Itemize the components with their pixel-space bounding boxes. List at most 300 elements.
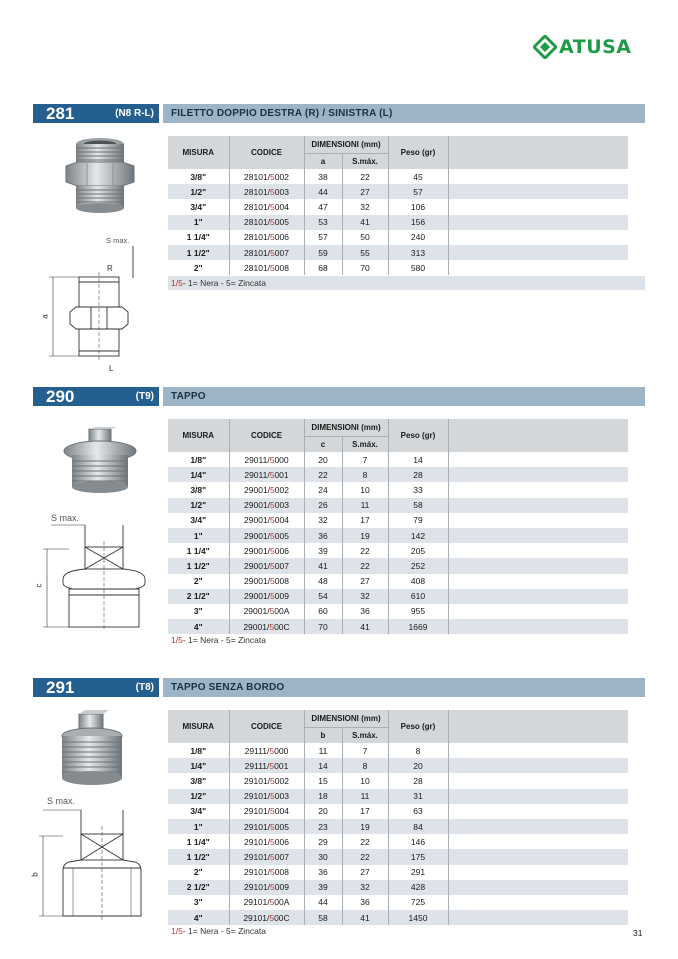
cell-dim1: 30	[304, 849, 342, 864]
codice-end: 002	[274, 484, 289, 495]
section-header	[33, 678, 645, 697]
cell-misura: 1 1/2"	[168, 245, 229, 260]
cell-codice	[229, 260, 304, 275]
cell-spacer	[448, 169, 628, 184]
finish-note	[168, 924, 266, 938]
header-dimensioni: DIMENSIONI (mm)	[304, 710, 388, 727]
cell-dim2: 70	[342, 260, 388, 275]
header-dim-smax: S.máx.	[342, 727, 388, 743]
codice-end: 004	[274, 515, 289, 526]
cell-dim2: 17	[342, 513, 388, 528]
cell-spacer	[448, 895, 628, 910]
cell-codice	[229, 574, 304, 589]
cell-misura: 1 1/4"	[168, 230, 229, 245]
cell-dim2: 7	[342, 743, 388, 758]
table-row	[168, 789, 628, 804]
cell-codice	[229, 452, 304, 467]
hex-nipple-technical-drawing	[41, 232, 151, 382]
cell-codice	[229, 849, 304, 864]
cell-dim2: 41	[342, 910, 388, 925]
cell-spacer	[448, 574, 628, 589]
cell-misura: 1"	[168, 819, 229, 834]
cell-dim1: 60	[304, 604, 342, 619]
section-291	[30, 677, 645, 936]
cell-peso: 28	[388, 467, 448, 482]
codice-variant: 5	[270, 484, 275, 495]
cell-misura: 4"	[168, 910, 229, 925]
cell-misura: 2"	[168, 260, 229, 275]
cell-dim2: 19	[342, 819, 388, 834]
codice-base: 29001/	[244, 545, 271, 556]
cell-peso: 1450	[388, 910, 448, 925]
table-row	[168, 482, 628, 497]
table-row	[168, 619, 628, 634]
cell-dim1: 54	[304, 589, 342, 604]
cell-peso: 408	[388, 574, 448, 589]
table-row	[168, 498, 628, 513]
cell-spacer	[448, 513, 628, 528]
cell-codice	[229, 482, 304, 497]
codice-variant: 5	[270, 775, 275, 786]
cell-codice	[229, 215, 304, 230]
cell-dim1: 68	[304, 260, 342, 275]
codice-end: 002	[274, 171, 289, 182]
cell-spacer	[448, 849, 628, 864]
table-row	[168, 215, 628, 230]
section-281	[33, 103, 645, 373]
codice-variant: 5	[270, 171, 275, 182]
codice-variant: 5	[270, 591, 275, 602]
drawing-label-smax: S max.	[47, 796, 76, 806]
cell-peso: 45	[388, 169, 448, 184]
codice-variant: 5	[270, 247, 275, 258]
codice-end: 005	[274, 217, 289, 228]
table-row	[168, 184, 628, 199]
cell-peso: 63	[388, 804, 448, 819]
codice-end: 00C	[274, 912, 290, 923]
cell-codice	[229, 528, 304, 543]
product-standard: (T9)	[135, 391, 154, 402]
table-row	[168, 743, 628, 758]
cell-peso: 8	[388, 743, 448, 758]
table-row	[168, 758, 628, 773]
codice-end: 008	[274, 867, 289, 878]
cell-codice	[229, 184, 304, 199]
codice-variant: 5	[269, 912, 275, 923]
table-row	[168, 834, 628, 849]
codice-base: 29101/	[244, 851, 271, 862]
table-row	[168, 604, 628, 619]
codice-end: 005	[274, 530, 289, 541]
codice-variant: 5	[270, 515, 275, 526]
cell-codice	[229, 589, 304, 604]
cell-spacer	[448, 910, 628, 925]
cell-peso: 725	[388, 895, 448, 910]
cell-spacer	[448, 589, 628, 604]
cell-dim2: 17	[342, 804, 388, 819]
cell-spacer	[448, 804, 628, 819]
header-spacer	[448, 710, 628, 743]
cell-dim1: 44	[304, 184, 342, 199]
codice-variant: 5	[270, 791, 275, 802]
cell-dim2: 27	[342, 865, 388, 880]
spec-table-291	[168, 710, 628, 925]
plug-photo-icon	[61, 427, 139, 497]
cell-peso: 20	[388, 758, 448, 773]
codice-base: 29111/	[244, 745, 270, 756]
plug-no-collar-photo-icon	[57, 710, 127, 788]
cell-spacer	[448, 604, 628, 619]
cell-spacer	[448, 199, 628, 214]
codice-end: 00C	[274, 621, 290, 632]
cell-misura: 2"	[168, 574, 229, 589]
cell-dim2: 8	[342, 467, 388, 482]
codice-variant: 5	[270, 576, 275, 587]
codice-end: 006	[274, 836, 289, 847]
cell-codice	[229, 245, 304, 260]
cell-peso: 146	[388, 834, 448, 849]
cell-codice	[229, 865, 304, 880]
cell-misura: 4"	[168, 619, 229, 634]
codice-variant: 5	[270, 217, 275, 228]
cell-misura: 1 1/4"	[168, 834, 229, 849]
codice-end: 008	[274, 576, 289, 587]
cell-peso: 291	[388, 865, 448, 880]
header-spacer	[448, 419, 628, 452]
cell-misura: 3/8"	[168, 773, 229, 788]
cell-dim2: 22	[342, 834, 388, 849]
cell-peso: 33	[388, 482, 448, 497]
finish-note	[168, 633, 266, 647]
cell-dim1: 57	[304, 230, 342, 245]
cell-dim1: 24	[304, 482, 342, 497]
cell-codice	[229, 758, 304, 773]
codice-end: 008	[274, 262, 289, 273]
header-dim-b: b	[304, 727, 342, 743]
cell-dim1: 20	[304, 452, 342, 467]
header-peso: Peso (gr)	[388, 419, 448, 452]
cell-peso: 580	[388, 260, 448, 275]
cell-dim1: 48	[304, 574, 342, 589]
product-title: FILETTO DOPPIO DESTRA (R) / SINISTRA (L)	[171, 108, 393, 119]
codice-variant: 5	[270, 201, 275, 212]
cell-peso: 142	[388, 528, 448, 543]
cell-codice	[229, 230, 304, 245]
codice-variant: 5	[269, 469, 275, 480]
cell-peso: 955	[388, 604, 448, 619]
cell-codice	[229, 910, 304, 925]
product-title-bar	[163, 104, 645, 123]
codice-base: 29001/	[243, 606, 270, 617]
codice-end: 003	[274, 791, 289, 802]
header-codice: CODICE	[229, 136, 304, 169]
codice-base: 29001/	[243, 621, 270, 632]
cell-spacer	[448, 880, 628, 895]
cell-misura: 1/4"	[168, 467, 229, 482]
cell-peso: 31	[388, 789, 448, 804]
codice-variant: 5	[270, 882, 275, 893]
codice-end: 001	[274, 760, 289, 771]
codice-end: 000	[274, 745, 289, 756]
codice-end: 004	[274, 201, 289, 212]
cell-dim2: 36	[342, 895, 388, 910]
codice-base: 29101/	[244, 806, 271, 817]
table-row	[168, 199, 628, 214]
cell-spacer	[448, 619, 628, 634]
cell-spacer	[448, 865, 628, 880]
product-code-box	[33, 387, 159, 406]
table-row	[168, 910, 628, 925]
table-row	[168, 260, 628, 275]
cell-dim1: 58	[304, 910, 342, 925]
section-header	[33, 104, 645, 123]
cell-dim1: 26	[304, 498, 342, 513]
cell-dim1: 11	[304, 743, 342, 758]
codice-base: 28101/	[244, 171, 271, 182]
table-row	[168, 849, 628, 864]
codice-base: 29101/	[244, 867, 271, 878]
codice-variant: 5	[270, 821, 275, 832]
header-dim-smax: S.máx.	[342, 153, 388, 169]
cell-misura: 3/4"	[168, 513, 229, 528]
cell-dim1: 32	[304, 513, 342, 528]
codice-variant: 5	[270, 530, 275, 541]
cell-misura: 1/2"	[168, 498, 229, 513]
codice-base: 29011/	[244, 469, 270, 480]
hex-nipple-photo-icon	[63, 136, 137, 214]
cell-dim1: 22	[304, 467, 342, 482]
cell-peso: 106	[388, 199, 448, 214]
table-row	[168, 169, 628, 184]
codice-base: 29001/	[244, 591, 271, 602]
section-290	[33, 386, 645, 645]
cell-spacer	[448, 558, 628, 573]
cell-dim2: 22	[342, 849, 388, 864]
cell-spacer	[448, 789, 628, 804]
drawing-label-smax: S max.	[51, 513, 80, 523]
cell-spacer	[448, 528, 628, 543]
product-code-box	[33, 104, 159, 123]
drawing-label-r: R	[107, 264, 113, 273]
codice-end: 00A	[274, 897, 290, 908]
drawing-label-l: L	[109, 364, 114, 373]
cell-spacer	[448, 230, 628, 245]
cell-misura: 2 1/2"	[168, 880, 229, 895]
cell-dim2: 32	[342, 880, 388, 895]
cell-dim2: 41	[342, 619, 388, 634]
codice-base: 28101/	[244, 262, 271, 273]
spec-table-290	[168, 419, 628, 634]
cell-peso: 428	[388, 880, 448, 895]
cell-spacer	[448, 452, 628, 467]
cell-dim1: 15	[304, 773, 342, 788]
table-row	[168, 467, 628, 482]
cell-misura: 3"	[168, 604, 229, 619]
codice-variant: 5	[270, 262, 275, 273]
cell-dim2: 32	[342, 589, 388, 604]
cell-dim1: 41	[304, 558, 342, 573]
product-standard: (T8)	[135, 682, 154, 693]
header-spacer	[448, 136, 628, 169]
codice-base: 29001/	[244, 515, 271, 526]
spec-table-281	[168, 136, 628, 275]
cell-misura: 1/2"	[168, 789, 229, 804]
codice-variant: 5	[270, 560, 275, 571]
cell-peso: 14	[388, 452, 448, 467]
cell-spacer	[448, 834, 628, 849]
codice-variant: 5	[270, 500, 275, 511]
cell-spacer	[448, 215, 628, 230]
header-peso: Peso (gr)	[388, 710, 448, 743]
cell-spacer	[448, 245, 628, 260]
codice-variant: 5	[269, 745, 275, 756]
header-dimensioni: DIMENSIONI (mm)	[304, 136, 388, 153]
product-title: TAPPO	[171, 391, 206, 402]
note-code: 1/5	[171, 926, 183, 936]
codice-end: 005	[274, 821, 289, 832]
cell-peso: 240	[388, 230, 448, 245]
header-codice: CODICE	[229, 419, 304, 452]
cell-peso: 84	[388, 819, 448, 834]
codice-variant: 5	[270, 545, 275, 556]
cell-codice	[229, 743, 304, 758]
cell-misura: 1 1/2"	[168, 558, 229, 573]
cell-codice	[229, 498, 304, 513]
note-text: - 1= Nera - 5= Zincata	[182, 926, 266, 936]
cell-misura: 1/8"	[168, 743, 229, 758]
cell-codice	[229, 199, 304, 214]
cell-spacer	[448, 184, 628, 199]
plug-no-collar-technical-drawing	[30, 796, 147, 926]
cell-codice	[229, 880, 304, 895]
product-title-bar	[163, 678, 645, 697]
codice-end: 009	[274, 591, 289, 602]
cell-dim1: 20	[304, 804, 342, 819]
header-dim-a: a	[304, 153, 342, 169]
cell-peso: 57	[388, 184, 448, 199]
finish-note	[168, 276, 645, 290]
codice-base: 29101/	[244, 775, 271, 786]
header-dim-smax: S.máx.	[342, 436, 388, 452]
cell-peso: 58	[388, 498, 448, 513]
cell-codice	[229, 543, 304, 558]
page-number: 31	[633, 928, 643, 938]
cell-dim2: 11	[342, 789, 388, 804]
table-row	[168, 880, 628, 895]
cell-dim1: 47	[304, 199, 342, 214]
cell-peso: 252	[388, 558, 448, 573]
cell-dim2: 32	[342, 199, 388, 214]
codice-variant: 5	[270, 867, 275, 878]
cell-codice	[229, 604, 304, 619]
cell-dim1: 23	[304, 819, 342, 834]
note-code: 1/5	[171, 278, 183, 288]
cell-dim2: 10	[342, 482, 388, 497]
note-text: - 1= Nera - 5= Zincata	[182, 278, 266, 288]
codice-base: 29001/	[244, 530, 271, 541]
cell-peso: 175	[388, 849, 448, 864]
codice-variant: 5	[269, 760, 275, 771]
codice-base: 29101/	[243, 912, 270, 923]
cell-codice	[229, 819, 304, 834]
cell-dim1: 36	[304, 865, 342, 880]
drawing-label-b: b	[30, 872, 40, 877]
codice-end: 009	[274, 882, 289, 893]
drawing-label-c: c	[34, 583, 44, 588]
header-dimensioni: DIMENSIONI (mm)	[304, 419, 388, 436]
cell-dim2: 36	[342, 604, 388, 619]
header-misura: MISURA	[168, 710, 229, 743]
codice-end: 007	[274, 560, 289, 571]
cell-peso: 28	[388, 773, 448, 788]
cell-dim2: 55	[342, 245, 388, 260]
product-title-bar	[163, 387, 645, 406]
cell-dim2: 10	[342, 773, 388, 788]
cell-spacer	[448, 467, 628, 482]
cell-dim1: 39	[304, 880, 342, 895]
cell-dim2: 11	[342, 498, 388, 513]
codice-base: 29101/	[244, 836, 271, 847]
plug-technical-drawing	[34, 513, 151, 633]
cell-misura: 1"	[168, 215, 229, 230]
cell-spacer	[448, 498, 628, 513]
cell-dim1: 18	[304, 789, 342, 804]
table-row	[168, 895, 628, 910]
cell-misura: 2"	[168, 865, 229, 880]
codice-base: 28101/	[244, 232, 271, 243]
cell-spacer	[448, 543, 628, 558]
codice-variant: 5	[269, 621, 275, 632]
cell-codice	[229, 773, 304, 788]
codice-base: 29001/	[244, 576, 271, 587]
cell-misura: 1/8"	[168, 452, 229, 467]
codice-variant: 5	[270, 232, 275, 243]
codice-variant: 5	[270, 806, 275, 817]
codice-base: 28101/	[244, 247, 271, 258]
cell-codice	[229, 558, 304, 573]
table-row	[168, 543, 628, 558]
product-code: 291	[46, 677, 75, 697]
cell-dim1: 59	[304, 245, 342, 260]
codice-end: 007	[274, 247, 289, 258]
cell-peso: 79	[388, 513, 448, 528]
cell-dim1: 36	[304, 528, 342, 543]
table-row	[168, 513, 628, 528]
cell-misura: 3/8"	[168, 169, 229, 184]
cell-codice	[229, 789, 304, 804]
codice-base: 29001/	[244, 560, 271, 571]
cell-dim2: 22	[342, 169, 388, 184]
drawing-label-a: a	[40, 314, 50, 319]
product-standard: (N8 R-L)	[115, 108, 154, 119]
cell-codice	[229, 804, 304, 819]
codice-base: 29001/	[244, 484, 271, 495]
header-misura: MISURA	[168, 136, 229, 169]
cell-misura: 2 1/2"	[168, 589, 229, 604]
cell-dim2: 22	[342, 558, 388, 573]
brand-logo	[533, 34, 632, 60]
codice-end: 007	[274, 851, 289, 862]
note-code: 1/5	[171, 635, 183, 645]
codice-variant: 5	[269, 897, 275, 908]
cell-peso: 313	[388, 245, 448, 260]
cell-codice	[229, 513, 304, 528]
table-row	[168, 804, 628, 819]
codice-base: 29101/	[243, 897, 270, 908]
cell-misura: 3"	[168, 895, 229, 910]
codice-variant: 5	[269, 606, 275, 617]
product-code: 281	[46, 103, 75, 123]
